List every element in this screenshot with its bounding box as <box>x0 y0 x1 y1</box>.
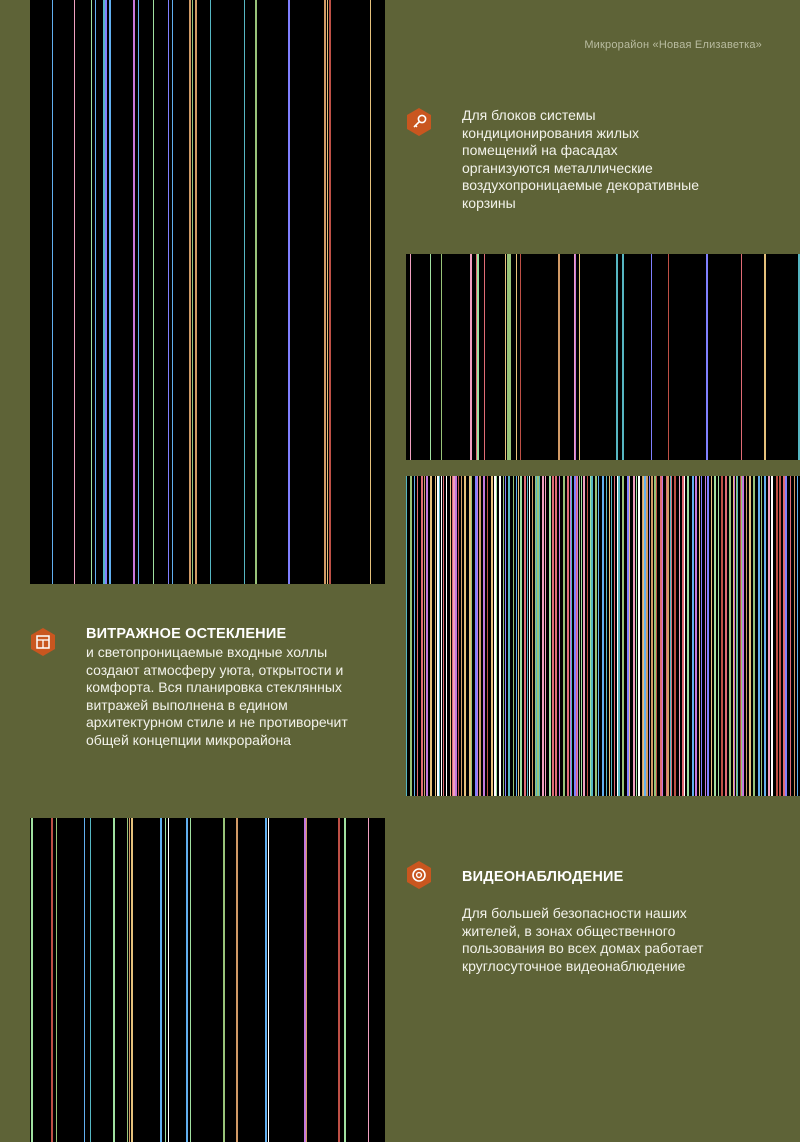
photo-stripe <box>524 476 526 796</box>
photo-stripe <box>718 476 719 796</box>
photo-stripe <box>516 254 517 460</box>
photo-stripe <box>435 476 436 796</box>
photo-stripe <box>458 476 459 796</box>
video-text: Для большей безопасности наших жителей, в зонах общественного пользования во всех домах работает круглосуточное видеонаблюдение <box>462 905 704 974</box>
photo-stripe <box>595 476 597 796</box>
photo-stripe <box>168 818 169 1142</box>
photo-facade-right-large <box>406 476 800 796</box>
glazing-text: и светопроницаемые входные холлы создают атмосферу уюта, открытости и комфорта. Вся планировка стеклянных витражей выполнена в едином архитектурном стиле и не противоречит общей концепции микрорайона <box>86 644 348 748</box>
photo-stripe <box>430 476 432 796</box>
photo-stripe <box>705 476 706 796</box>
photo-stripe <box>618 476 620 796</box>
photo-stripe <box>192 0 193 584</box>
photo-stripe <box>406 476 407 796</box>
photo-stripe <box>223 818 225 1142</box>
photo-stripe <box>527 476 528 796</box>
photo-stripe <box>133 0 135 584</box>
project-name: Микрорайон «Новая Елизаветка» <box>584 39 762 51</box>
photo-stripe <box>651 254 652 460</box>
photo-stripe <box>764 476 766 796</box>
photo-stripe <box>210 0 211 584</box>
photo-stripe <box>656 476 657 796</box>
photo-stripe <box>674 476 676 796</box>
photo-stripe <box>190 818 191 1142</box>
photo-stripe <box>410 476 412 796</box>
photo-stripe <box>671 476 672 796</box>
photo-stripe <box>545 476 546 796</box>
photo-stripe <box>591 476 593 796</box>
camera-lens-icon <box>404 860 434 890</box>
photo-stripe <box>633 476 635 796</box>
photo-stripe <box>417 476 418 796</box>
photo-stripe <box>622 254 624 460</box>
photo-stripe <box>741 254 742 460</box>
photo-stripe <box>255 0 257 584</box>
photo-stripe <box>470 254 472 460</box>
photo-stripe <box>684 476 685 796</box>
photo-stripe <box>324 0 326 584</box>
photo-stripe <box>668 254 669 460</box>
photo-stripe <box>779 476 781 796</box>
photo-stripe <box>471 476 472 796</box>
photo-stripe <box>268 818 269 1142</box>
photo-stripe <box>771 476 773 796</box>
photo-stripe <box>764 254 766 460</box>
photo-stripe <box>95 0 96 584</box>
photo-stripe <box>662 476 663 796</box>
photo-stripe <box>749 476 751 796</box>
photo-stripe <box>288 0 290 584</box>
photo-stripe <box>520 254 521 460</box>
photo-stripe <box>446 476 447 796</box>
photo-stripe <box>627 476 629 796</box>
photo-stripe <box>761 476 762 796</box>
photo-facade-right-middle <box>406 254 800 460</box>
photo-stripe <box>327 0 328 584</box>
photo-stripe <box>729 476 731 796</box>
photo-stripe <box>785 476 787 796</box>
photo-stripe <box>127 818 128 1142</box>
photo-stripe <box>797 476 798 796</box>
photo-stripe <box>549 476 551 796</box>
photo-facade-bottom-left <box>30 818 385 1142</box>
photo-stripe <box>441 254 442 460</box>
photo-stripe <box>477 254 479 460</box>
photo-stripe <box>563 476 565 796</box>
window-icon <box>28 627 58 657</box>
photo-stripe <box>790 476 791 796</box>
photo-stripe <box>567 476 569 796</box>
photo-stripe <box>583 476 585 796</box>
photo-stripe <box>52 0 53 584</box>
photo-stripe <box>56 818 57 1142</box>
photo-stripe <box>508 476 510 796</box>
photo-stripe <box>505 476 506 796</box>
photo-stripe <box>84 818 85 1142</box>
photo-stripe <box>611 476 612 796</box>
photo-stripe <box>189 0 191 584</box>
photo-stripe <box>491 476 493 796</box>
photo-stripe <box>529 476 530 796</box>
ac-baskets-text: Для блоков системы кондиционирования жилых помещений на фасадах организуются металлические воздухопроницаемые декоративные корзины <box>462 107 700 211</box>
photo-stripe <box>443 476 444 796</box>
photo-stripe <box>559 476 560 796</box>
photo-stripe <box>753 476 755 796</box>
photo-stripe <box>587 476 588 796</box>
photo-stripe <box>105 0 107 584</box>
photo-stripe <box>758 476 760 796</box>
photo-stripe <box>602 476 604 796</box>
photo-stripe <box>131 818 133 1142</box>
photo-stripe <box>695 476 697 796</box>
photo-stripe <box>186 818 188 1142</box>
photo-stripe <box>113 818 115 1142</box>
photo-stripe <box>579 476 580 796</box>
photo-stripe <box>338 818 340 1142</box>
photo-stripe <box>461 476 462 796</box>
photo-stripe <box>344 818 346 1142</box>
glazing-title: ВИТРАЖНОЕ ОСТЕКЛЕНИЕ <box>86 626 287 642</box>
photo-stripe <box>622 476 624 796</box>
photo-stripe <box>370 0 371 584</box>
photo-stripe <box>798 254 800 460</box>
photo-stripe <box>91 0 92 584</box>
photo-stripe <box>555 476 557 796</box>
photo-stripe <box>707 476 709 796</box>
photo-stripe <box>410 254 411 460</box>
photo-stripe <box>441 476 442 796</box>
photo-stripe <box>746 476 747 796</box>
photo-stripe <box>701 476 702 796</box>
photo-stripe <box>509 254 511 460</box>
key-icon <box>404 107 434 137</box>
photo-stripe <box>430 254 431 460</box>
photo-stripe <box>496 476 497 796</box>
photo-stripe <box>581 476 582 796</box>
photo-stripe <box>518 476 519 796</box>
photo-stripe <box>483 476 485 796</box>
photo-stripe <box>455 476 457 796</box>
photo-stripe <box>51 818 53 1142</box>
photo-stripe <box>638 476 640 796</box>
photo-stripe <box>539 476 540 796</box>
video-title: ВИДЕОНАБЛЮДЕНИЕ <box>462 869 624 885</box>
photo-stripe <box>711 476 712 796</box>
photo-stripe <box>172 0 173 584</box>
photo-stripe <box>721 476 723 796</box>
photo-stripe <box>475 476 477 796</box>
photo-stripe <box>505 254 506 460</box>
photo-stripe <box>129 818 130 1142</box>
photo-stripe <box>725 476 727 796</box>
photo-stripe <box>629 476 630 796</box>
photo-stripe <box>426 476 428 796</box>
photo-stripe <box>499 476 501 796</box>
photo-stripe <box>168 0 169 584</box>
photo-stripe <box>616 254 618 460</box>
photo-stripe <box>479 476 481 796</box>
photo-stripe <box>90 818 91 1142</box>
photo-stripe <box>706 254 708 460</box>
photo-stripe <box>160 818 162 1142</box>
photo-stripe <box>484 254 485 460</box>
photo-stripe <box>575 254 576 460</box>
photo-stripe <box>776 476 778 796</box>
photo-stripe <box>236 818 238 1142</box>
photo-stripe <box>571 476 572 796</box>
photo-stripe <box>74 0 75 584</box>
photo-stripe <box>520 476 522 796</box>
photo-stripe <box>244 0 245 584</box>
photo-stripe <box>195 0 197 584</box>
photo-stripe <box>109 0 111 584</box>
photo-stripe <box>794 476 795 796</box>
photo-stripe <box>414 476 415 796</box>
photo-stripe <box>153 0 154 584</box>
photo-stripe <box>138 0 139 584</box>
photo-stripe <box>532 476 533 796</box>
photo-stripe <box>265 818 267 1142</box>
photo-stripe <box>679 476 680 796</box>
photo-stripe <box>464 476 466 796</box>
photo-stripe <box>368 818 369 1142</box>
photo-stripe <box>421 476 423 796</box>
photo-stripe <box>598 476 599 796</box>
photo-stripe <box>714 476 716 796</box>
photo-stripe <box>687 476 689 796</box>
photo-stripe <box>513 476 514 796</box>
photo-stripe <box>329 0 331 584</box>
photo-stripe <box>558 254 560 460</box>
photo-stripe <box>306 818 307 1142</box>
photo-stripe <box>487 476 488 796</box>
photo-stripe <box>606 476 607 796</box>
photo-stripe <box>165 818 166 1142</box>
photo-stripe <box>552 476 554 796</box>
photo-facade-top-left <box>30 0 385 584</box>
photo-stripe <box>768 476 770 796</box>
photo-stripe <box>614 476 615 796</box>
photo-stripe <box>742 476 744 796</box>
photo-stripe <box>646 476 648 796</box>
photo-stripe <box>31 818 33 1142</box>
photo-stripe <box>651 476 653 796</box>
photo-stripe <box>579 254 580 460</box>
photo-stripe <box>737 476 738 796</box>
